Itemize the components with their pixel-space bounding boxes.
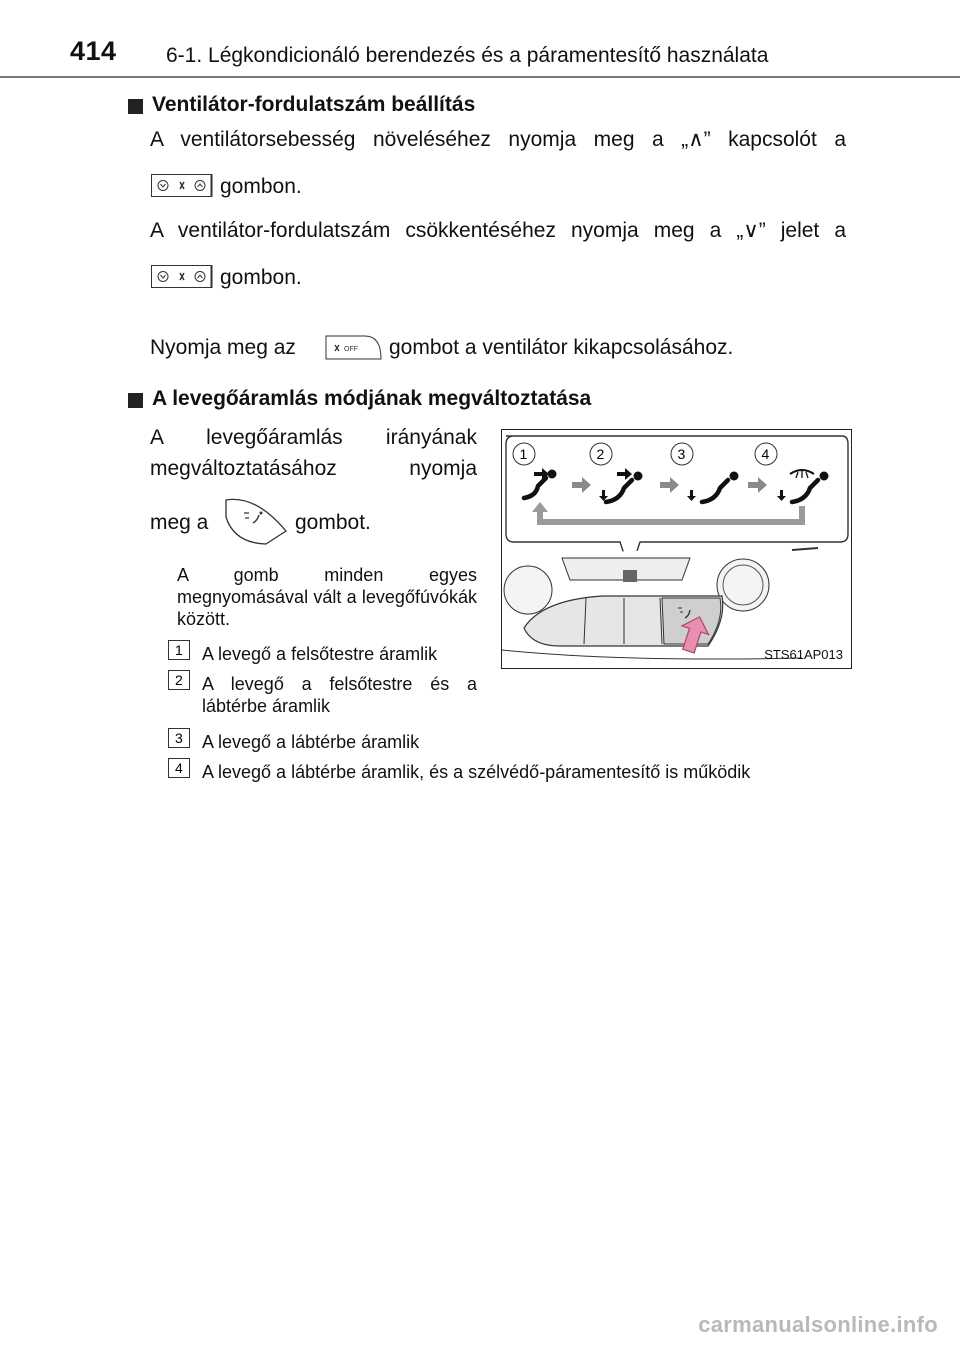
fan-off-button-icon xyxy=(325,335,383,361)
airflow-diagram-drawing xyxy=(502,430,851,668)
chapter-title: 6-1. Légkondicionáló berendezés és a páramentesítő használata xyxy=(166,44,769,67)
step-4-icon xyxy=(755,443,777,465)
svg-text:1: 1 xyxy=(519,446,528,462)
section-bullet-icon-2 xyxy=(128,393,143,408)
svg-text:3: 3 xyxy=(175,730,183,746)
list-item-3: A levegő a lábtérbe áramlik xyxy=(202,732,420,752)
airflow-intro-line1: A levegőáramlás irányának xyxy=(150,426,477,449)
svg-text:OFF: OFF xyxy=(344,346,358,353)
fan-button-caption-1: gombon. xyxy=(220,175,302,198)
list-number-3-icon xyxy=(168,728,190,748)
airflow-mode-button-icon xyxy=(222,497,290,547)
list-number-4-icon xyxy=(168,758,190,778)
svg-text:4: 4 xyxy=(761,446,770,462)
figure-code: STS61AP013 xyxy=(764,647,843,662)
list-number-2-icon xyxy=(168,670,190,690)
fan-off-text-before: Nyomja meg az xyxy=(150,336,296,359)
list-item-1: A levegő a felsőtestre áramlik xyxy=(202,644,438,664)
list-item-4: A levegő a lábtérbe áramlik, és a szélvédő-páramentesítő is működik xyxy=(202,762,751,782)
step-2-icon xyxy=(590,443,612,465)
airflow-intro-line2: megváltoztatásához nyomja xyxy=(150,457,477,480)
page-header xyxy=(0,0,960,78)
section-title-fan: Ventilátor-fordulatszám beállítás xyxy=(152,93,476,116)
list-item-2: A levegő a felsőtestre és a lábtérbe áramlik xyxy=(202,674,477,716)
svg-text:3: 3 xyxy=(677,446,686,462)
step-1-icon xyxy=(513,443,535,465)
step-3-icon xyxy=(671,443,693,465)
airflow-intro-before: meg a xyxy=(150,511,209,534)
section-bullet-icon xyxy=(128,99,143,114)
section-title-airflow: A levegőáramlás módjának megváltoztatása xyxy=(152,387,592,410)
svg-text:4: 4 xyxy=(175,760,183,776)
fan-increase-text: A ventilátorsebesség növeléséhez nyomja meg a „∧” kapcsolót a xyxy=(150,128,846,151)
svg-text:2: 2 xyxy=(175,672,183,688)
fan-button-caption-2: gombon. xyxy=(220,266,302,289)
list-number-1-icon xyxy=(168,640,190,660)
airflow-intro-after: gombot. xyxy=(295,511,371,534)
airflow-note: A gomb minden egyes megnyomásával vált a levegőfúvókák között. xyxy=(177,565,477,629)
fan-decrease-text: A ventilátor-fordulatszám csökkentéséhez nyomja meg a „∨” jelet a xyxy=(150,219,846,242)
fan-speed-button-icon xyxy=(151,174,213,198)
airflow-diagram xyxy=(501,429,852,669)
page-number: 414 xyxy=(70,36,117,66)
fan-speed-button-icon-2 xyxy=(151,265,213,289)
watermark: carmanualsonline.info xyxy=(698,1312,938,1337)
svg-text:2: 2 xyxy=(596,446,605,462)
fan-off-text-after: gombot a ventilátor kikapcsolásához. xyxy=(389,336,734,359)
svg-text:1: 1 xyxy=(175,642,183,658)
header-divider xyxy=(0,76,960,78)
